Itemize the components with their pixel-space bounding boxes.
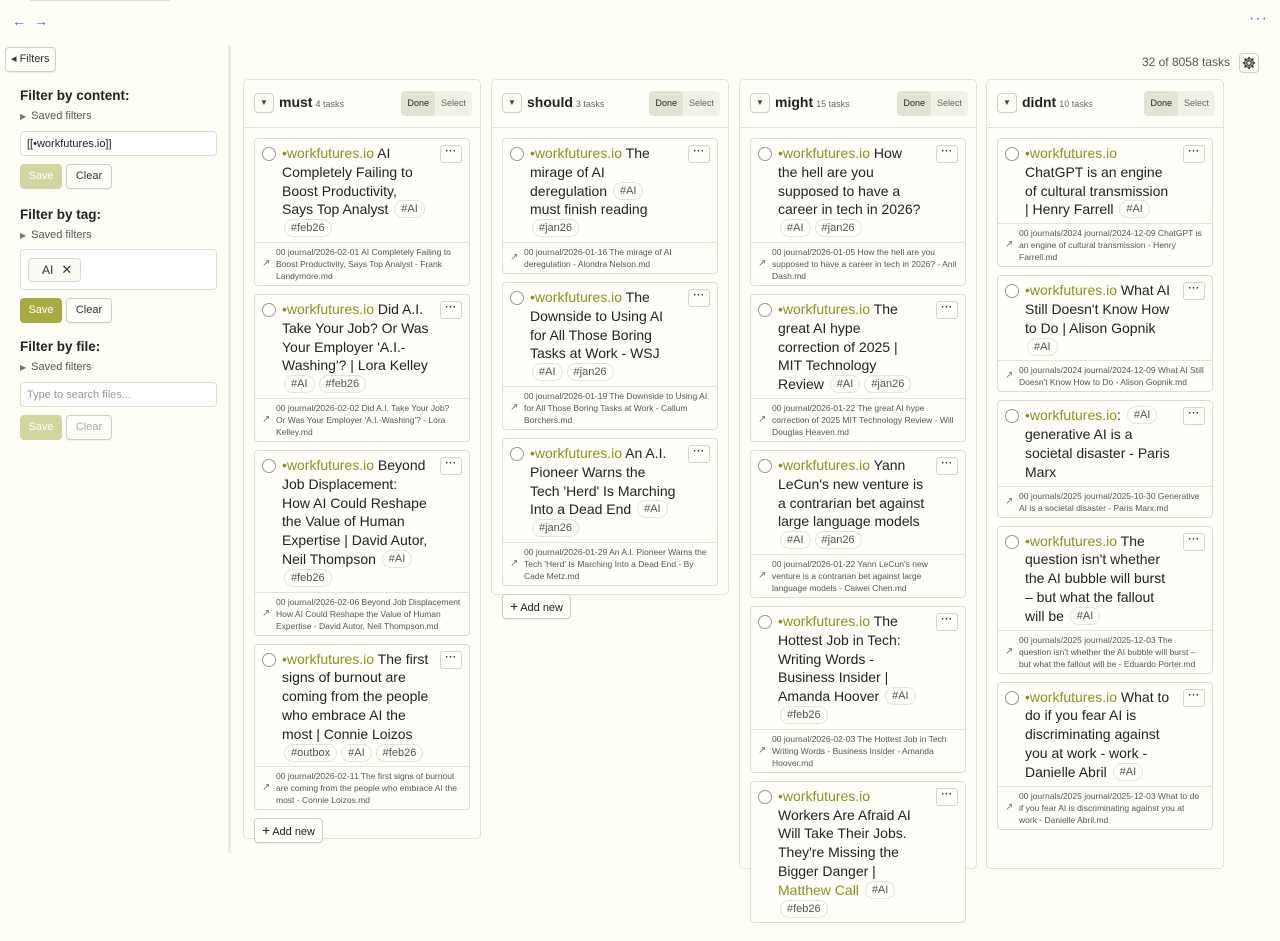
tag-saved-filters[interactable] <box>20 229 217 241</box>
task-checkbox[interactable] <box>758 147 772 161</box>
card-menu-button[interactable]: ··· <box>440 457 462 475</box>
source-link[interactable]: •workfutures.io <box>282 145 375 161</box>
tag-pill[interactable]: #AI <box>830 375 861 393</box>
file-path[interactable] <box>998 786 1212 829</box>
task-text <box>751 782 965 923</box>
file-clear-button[interactable]: Clear <box>66 415 112 440</box>
file-path-text: 00 journals/2025 journal/2025-12-03 What to do if you fear AI is discriminating against you at work - Danielle Abril.md <box>1019 790 1200 825</box>
column-might <box>739 79 977 915</box>
column-should <box>491 79 729 614</box>
task-card[interactable] <box>254 294 470 442</box>
column-header <box>244 80 480 128</box>
content-saved-filters[interactable] <box>20 110 217 122</box>
card-menu-button[interactable]: ··· <box>688 289 710 307</box>
card-menu-button[interactable]: ··· <box>688 145 710 163</box>
add-new-label: Add new <box>520 601 563 614</box>
open-file-arrow-icon: ↗ <box>1005 370 1014 382</box>
column-title-text: didnt <box>1022 94 1057 110</box>
file-search-input[interactable] <box>20 382 217 407</box>
task-card[interactable] <box>750 606 966 773</box>
column-task-count: 10 tasks <box>1059 99 1093 109</box>
column-title <box>279 94 344 110</box>
tag-pill[interactable]: #jan26 <box>815 219 862 237</box>
filter-by-content-section <box>20 88 217 189</box>
task-checkbox[interactable] <box>262 303 276 317</box>
content-clear-button[interactable]: Clear <box>66 164 112 189</box>
task-card[interactable] <box>502 138 718 274</box>
tag-filter-input[interactable] <box>20 249 217 290</box>
column-mode-toggle <box>897 91 968 116</box>
task-title: How the hell are you supposed to have a career in tech in 2026? <box>778 145 921 218</box>
task-checkbox[interactable] <box>1005 147 1019 161</box>
file-path-text: 00 journal/2026-01-19 The Downside to Using AI for All Those Boring Tasks at Work - Callum Borchers.md <box>524 390 708 425</box>
open-file-arrow-icon: ↗ <box>262 782 271 794</box>
card-menu-button[interactable]: ··· <box>440 145 462 163</box>
remove-tag-icon[interactable]: ✕ <box>61 262 73 277</box>
card-menu-button[interactable]: ··· <box>440 301 462 319</box>
file-path-text: 00 journals/2024 journal/2024-12-09 What AI Still Doesn't Know How to Do - Alison Gopnik.md <box>1019 365 1204 388</box>
source-link[interactable]: •workfutures.io <box>530 288 623 305</box>
column-mode-toggle <box>1144 91 1215 116</box>
task-checkbox[interactable] <box>758 790 772 804</box>
column-task-count: 4 tasks <box>315 99 344 109</box>
task-count: 32 of 8058 tasks <box>1141 55 1230 69</box>
file-path[interactable] <box>255 398 469 441</box>
file-path-text: 00 journal/2026-01-05 How the hell are you supposed to have a career in tech in 2026? - Anil Dash.md <box>772 246 957 281</box>
file-path-text: 00 journals/2025 journal/2025-10-30 Generative AI is a societal disaster - Paris Marx.md <box>1019 490 1200 513</box>
file-path[interactable] <box>751 554 965 597</box>
source-link[interactable]: •workfutures.io <box>282 300 375 317</box>
task-text <box>751 139 965 242</box>
tag-pill[interactable]: #AI <box>1127 406 1158 424</box>
add-new-label: Add new <box>272 826 315 839</box>
filter-content-heading: Filter by content: <box>20 88 130 103</box>
task-title: : <box>1117 407 1125 424</box>
open-file-arrow-icon: ↗ <box>510 251 519 263</box>
task-text <box>998 401 1212 485</box>
task-checkbox[interactable] <box>758 459 772 473</box>
column-title-text: must <box>279 94 313 110</box>
filters-toggle-button[interactable]: ◂ Filters <box>5 47 56 72</box>
task-title: AI Completely Failing to Boost Productivity, Says Top Analyst <box>282 145 413 218</box>
source-link[interactable]: •workfutures.io <box>282 456 375 473</box>
open-file-arrow-icon: ↗ <box>510 401 519 413</box>
task-text <box>751 451 965 554</box>
gear-icon <box>1240 54 1258 72</box>
task-card[interactable] <box>997 400 1213 517</box>
task-checkbox[interactable] <box>510 291 524 305</box>
task-text <box>998 276 1212 360</box>
open-file-arrow-icon: ↗ <box>758 744 767 756</box>
task-text <box>255 295 469 398</box>
content-save-button[interactable]: Save <box>20 164 62 189</box>
file-path[interactable] <box>998 630 1212 673</box>
file-path[interactable] <box>255 242 469 285</box>
forward-arrow-icon[interactable]: → <box>34 13 48 29</box>
task-title: The Downside to Using AI for All Those Boring Tasks at Work - WSJ <box>530 288 664 362</box>
task-card[interactable] <box>254 138 470 286</box>
select-button[interactable]: Select <box>936 98 962 108</box>
tag-save-button[interactable]: Save <box>20 298 62 323</box>
task-text <box>255 451 469 592</box>
tag-pill[interactable]: #AI <box>637 500 668 518</box>
source-link[interactable]: •workfutures.io <box>282 650 375 667</box>
tag-pill[interactable]: #AI <box>382 550 413 568</box>
sidebar-resize-handle[interactable] <box>228 46 231 853</box>
file-path-text: 00 journal/2026-01-22 Yann LeCun's new venture is a contrarian bet against large language models - Caiwei Chen.md <box>772 558 928 593</box>
card-menu-button[interactable]: ··· <box>1183 407 1205 425</box>
task-text <box>255 645 469 767</box>
tag-pill[interactable]: #AI <box>780 219 811 237</box>
card-list <box>244 128 480 853</box>
source-link[interactable]: •workfutures.io <box>778 145 871 161</box>
plus-icon: + <box>262 822 271 839</box>
open-file-arrow-icon: ↗ <box>1005 801 1014 813</box>
column-header <box>740 80 976 128</box>
file-path-text: 00 journals/2024 journal/2024-12-09 ChatGPT is an engine of cultural transmission - Henry Farrell.md <box>1019 228 1202 263</box>
file-path-text: 00 journal/2026-02-02 Did A.I. Take Your Job? Or Was Your Employer 'A.I.-Washing'? - Lora Kelley.md <box>276 402 450 437</box>
task-card[interactable] <box>254 450 470 636</box>
tag-pill[interactable]: #AI <box>284 375 315 393</box>
column-title-text: should <box>527 94 573 110</box>
task-card[interactable] <box>502 282 718 430</box>
add-new-task-button[interactable] <box>502 594 571 619</box>
task-title: ChatGPT is an engine of cultural transmission | Henry Farrell <box>1025 163 1169 218</box>
card-menu-button[interactable]: ··· <box>1183 533 1205 551</box>
open-file-arrow-icon: ↗ <box>758 413 767 425</box>
tag-pill[interactable]: #feb26 <box>284 569 332 587</box>
content-filter-input[interactable] <box>20 131 217 156</box>
tag-pill[interactable]: #jan26 <box>532 519 579 537</box>
tag-pill[interactable]: #AI <box>613 182 644 200</box>
task-checkbox[interactable] <box>1005 535 1019 549</box>
filter-sidebar <box>0 44 229 853</box>
file-path[interactable] <box>751 398 965 441</box>
file-path[interactable] <box>998 360 1212 391</box>
saved-filters-label: Saved filters <box>31 361 92 373</box>
column-header <box>492 80 728 128</box>
column-must <box>243 79 481 839</box>
file-path-text: 00 journal/2026-02-06 Beyond Job Displacement How AI Could Reshape the Value of Human Expertise - David Autor, Neil Thompson.md <box>276 596 461 631</box>
expand-triangle-icon: ▶ <box>20 112 27 121</box>
task-checkbox[interactable] <box>262 459 276 473</box>
tag-pill[interactable]: #AI <box>865 881 896 899</box>
column-title <box>527 94 604 110</box>
done-button[interactable]: Done <box>1144 91 1178 116</box>
task-card[interactable] <box>254 644 470 811</box>
card-menu-button[interactable]: ··· <box>936 145 958 163</box>
file-path[interactable] <box>503 242 717 273</box>
expand-triangle-icon: ▶ <box>20 231 27 240</box>
plus-icon: + <box>510 597 519 614</box>
task-text <box>751 607 965 729</box>
task-checkbox[interactable] <box>758 615 772 629</box>
back-arrow-icon[interactable]: ← <box>12 13 26 29</box>
task-text <box>503 283 717 386</box>
task-card[interactable] <box>750 781 966 924</box>
open-file-arrow-icon: ↗ <box>1005 645 1014 657</box>
author-link[interactable]: Matthew Call <box>778 881 859 898</box>
file-path-text: 00 journals/2025 journal/2025-12-03 The question isn't whether the AI bubble will burst – but what the fallout will be - Eduardo Porter.md <box>1019 634 1196 669</box>
file-path[interactable] <box>503 386 717 429</box>
tag-pill[interactable]: #feb26 <box>780 706 828 724</box>
task-title: The Hottest Job in Tech: Writing Words - Business Insider | Amanda Hoover <box>778 612 901 705</box>
tag-pill[interactable]: #jan26 <box>815 531 862 549</box>
task-card[interactable] <box>502 438 718 586</box>
card-list <box>492 128 728 629</box>
source-link[interactable]: •workfutures.io <box>778 612 871 629</box>
source-link[interactable]: •workfutures.io <box>778 300 871 317</box>
file-path[interactable] <box>503 542 717 585</box>
tag-pill[interactable]: #jan26 <box>567 363 614 381</box>
file-path[interactable] <box>998 223 1212 266</box>
card-menu-button[interactable]: ··· <box>936 301 958 319</box>
task-text <box>998 139 1212 223</box>
task-checkbox[interactable] <box>758 303 772 317</box>
task-checkbox[interactable] <box>262 653 276 667</box>
file-path[interactable] <box>751 729 965 772</box>
task-checkbox[interactable] <box>510 447 524 461</box>
select-button[interactable]: Select <box>1183 98 1209 108</box>
tab-indicator <box>30 0 170 1</box>
open-file-arrow-icon: ↗ <box>262 257 271 269</box>
task-title-continued: generative AI is a societal disaster - Paris Marx <box>1025 426 1170 480</box>
file-path-text: 00 journal/2026-02-01 AI Completely Failing to Boost Productivity, Says Top Analyst - Frank Landymore.md <box>276 246 451 281</box>
filter-file-heading: Filter by file: <box>20 339 101 354</box>
task-card[interactable] <box>997 138 1213 267</box>
card-menu-button[interactable]: ··· <box>1183 145 1205 163</box>
column-mode-toggle <box>649 91 720 116</box>
tag-pill[interactable]: #feb26 <box>780 900 828 918</box>
file-path[interactable] <box>255 766 469 809</box>
task-text <box>998 527 1212 630</box>
collapse-column-icon[interactable]: ▼ <box>750 93 770 113</box>
source-link[interactable]: •workfutures.io <box>1025 282 1118 299</box>
column-title <box>1022 94 1093 110</box>
task-title: The question isn't whether the AI bubble will burst – but what the fallout will be <box>1025 532 1166 624</box>
collapse-column-icon[interactable]: ▼ <box>502 93 522 113</box>
task-title-continued: must finish reading <box>530 201 648 218</box>
file-path[interactable] <box>751 242 965 285</box>
open-file-arrow-icon: ↗ <box>510 557 519 569</box>
task-text <box>751 295 965 398</box>
collapse-column-icon[interactable]: ▼ <box>997 93 1017 113</box>
file-path-text: 00 journal/2026-01-22 The great AI hype correction of 2025 MIT Technology Review - Will Douglas Heaven.md <box>772 402 954 437</box>
card-menu-button[interactable]: ··· <box>1183 282 1205 300</box>
file-path-text: 00 journal/2026-02-03 The Hottest Job in Tech Writing Words - Business Insider - Amanda Hoover.md <box>772 733 947 768</box>
column-didnt <box>986 79 1224 869</box>
open-file-arrow-icon: ↗ <box>262 607 271 619</box>
task-card[interactable] <box>750 294 966 442</box>
task-title: The great AI hype correction of 2025 | MIT Technology Review <box>778 300 898 393</box>
open-file-arrow-icon: ↗ <box>758 257 767 269</box>
tag-pill[interactable]: #AI <box>394 200 425 218</box>
source-link[interactable]: •workfutures.io <box>530 145 623 161</box>
source-link[interactable]: •workfutures.io <box>778 456 871 473</box>
tag-pill[interactable]: #AI <box>885 687 916 705</box>
card-menu-button[interactable]: ··· <box>936 457 958 475</box>
tag-pill[interactable]: #AI <box>780 531 811 549</box>
card-menu-button[interactable]: ··· <box>440 651 462 669</box>
column-header <box>987 80 1223 128</box>
board-settings-button[interactable] <box>1239 53 1259 73</box>
task-text <box>503 139 717 242</box>
tag-chip-label: AI <box>42 263 54 277</box>
tag-chip <box>28 258 81 282</box>
task-title: The mirage of AI deregulation <box>530 145 650 199</box>
task-title: What to do if you fear AI is discriminating against you at work - work - Danielle Abril <box>1025 688 1170 780</box>
column-title <box>775 94 850 110</box>
tag-pill[interactable]: #AI <box>532 363 563 381</box>
task-card[interactable] <box>997 682 1213 830</box>
file-path[interactable] <box>255 592 469 635</box>
task-title: Yann LeCun's new venture is a contrarian bet against large language models <box>778 456 925 530</box>
source-link[interactable]: •workfutures.io <box>1025 532 1118 549</box>
source-link[interactable]: •workfutures.io <box>530 444 623 461</box>
saved-filters-label: Saved filters <box>31 110 92 122</box>
file-path[interactable] <box>998 486 1212 517</box>
filter-by-tag-section <box>20 207 217 323</box>
column-task-count: 15 tasks <box>816 99 850 109</box>
task-title: Did A.I. Take Your Job? Or Was Your Employer 'A.I.-Washing'? | Lora Kelley <box>282 300 429 374</box>
open-file-arrow-icon: ↗ <box>1005 495 1014 507</box>
tag-pill[interactable]: #AI <box>1119 200 1150 218</box>
task-title: Beyond Job Displacement: How AI Could Reshape the Value of Human Expertise | David Autor, Neil Thompson <box>282 456 428 567</box>
file-save-button[interactable]: Save <box>20 415 62 440</box>
card-menu-button[interactable]: ··· <box>688 445 710 463</box>
source-link[interactable]: •workfutures.io <box>778 787 871 804</box>
source-link[interactable]: •workfutures.io <box>1025 145 1118 161</box>
source-link[interactable]: •workfutures.io <box>1025 688 1118 705</box>
task-text <box>998 683 1212 786</box>
done-button[interactable]: Done <box>649 91 683 116</box>
card-menu-button[interactable]: ··· <box>936 788 958 806</box>
add-new-task-button[interactable] <box>254 818 323 843</box>
task-text <box>255 139 469 242</box>
task-title: What AI Still Doesn't Know How to Do | Alison Gopnik <box>1025 282 1170 336</box>
open-file-arrow-icon: ↗ <box>1005 239 1014 251</box>
open-file-arrow-icon: ↗ <box>262 413 271 425</box>
file-saved-filters[interactable] <box>20 361 217 373</box>
column-mode-toggle <box>401 91 472 116</box>
task-checkbox[interactable] <box>1005 691 1019 705</box>
filter-by-file-section <box>20 339 217 440</box>
card-list <box>987 128 1223 848</box>
task-text <box>503 439 717 542</box>
task-title: The first signs of burnout are coming from the people who embrace AI the most | Connie Loizos <box>282 650 429 742</box>
tag-pill[interactable]: #AI <box>1113 763 1144 781</box>
saved-filters-label: Saved filters <box>31 229 92 241</box>
tag-pill[interactable]: #jan26 <box>532 219 579 237</box>
task-title: Workers Are Afraid AI Will Take Their Jobs. They're Missing the Bigger Danger | <box>778 806 911 879</box>
column-task-count: 3 tasks <box>575 99 605 109</box>
tag-pill[interactable]: #feb26 <box>376 744 424 762</box>
tag-pill[interactable]: #AI <box>1027 338 1058 356</box>
open-file-arrow-icon: ↗ <box>758 569 767 581</box>
task-card[interactable] <box>997 526 1213 674</box>
collapse-column-icon[interactable]: ▼ <box>254 93 274 113</box>
tag-pill[interactable]: #feb26 <box>284 219 332 237</box>
column-title-text: might <box>775 94 814 110</box>
card-menu-button[interactable]: ··· <box>1183 689 1205 707</box>
expand-triangle-icon: ▶ <box>20 363 27 372</box>
card-list <box>740 128 976 941</box>
done-button[interactable]: Done <box>401 91 435 116</box>
file-path-text: 00 journal/2026-02-11 The first signs of burnout are coming from the people who embrace AI the most - Connie Loizos.md <box>276 771 457 806</box>
task-card[interactable] <box>997 275 1213 392</box>
tag-pill[interactable]: #feb26 <box>319 375 367 393</box>
task-title: An A.I. Pioneer Warns the Tech 'Herd' Is Marching Into a Dead End <box>530 444 676 518</box>
card-menu-button[interactable]: ··· <box>936 613 958 631</box>
tag-pill[interactable]: #AI <box>341 744 372 762</box>
more-options-icon[interactable]: ··· <box>1249 10 1268 27</box>
task-card[interactable] <box>750 450 966 598</box>
select-button[interactable]: Select <box>688 98 714 108</box>
tag-pill[interactable]: #AI <box>1070 607 1101 625</box>
tag-pill[interactable]: #jan26 <box>864 375 911 393</box>
file-path-text: 00 journal/2026-01-29 An A.I. Pioneer Warns the Tech 'Herd' Is Marching Into a Dead End - By Cade Metz.md <box>524 546 707 581</box>
source-link[interactable]: •workfutures.io <box>1025 407 1118 424</box>
task-checkbox[interactable] <box>262 147 276 161</box>
tag-clear-button[interactable]: Clear <box>66 298 112 323</box>
task-checkbox[interactable] <box>510 147 524 161</box>
filter-tag-heading: Filter by tag: <box>20 207 102 222</box>
task-card[interactable] <box>750 138 966 286</box>
file-path-text: 00 journal/2026-01-16 The mirage of AI deregulation - Alondra Nelson.md <box>524 246 672 269</box>
done-button[interactable]: Done <box>897 91 931 116</box>
tag-pill[interactable]: #outbox <box>284 744 337 762</box>
select-button[interactable]: Select <box>440 98 466 108</box>
top-bar <box>0 0 1280 44</box>
